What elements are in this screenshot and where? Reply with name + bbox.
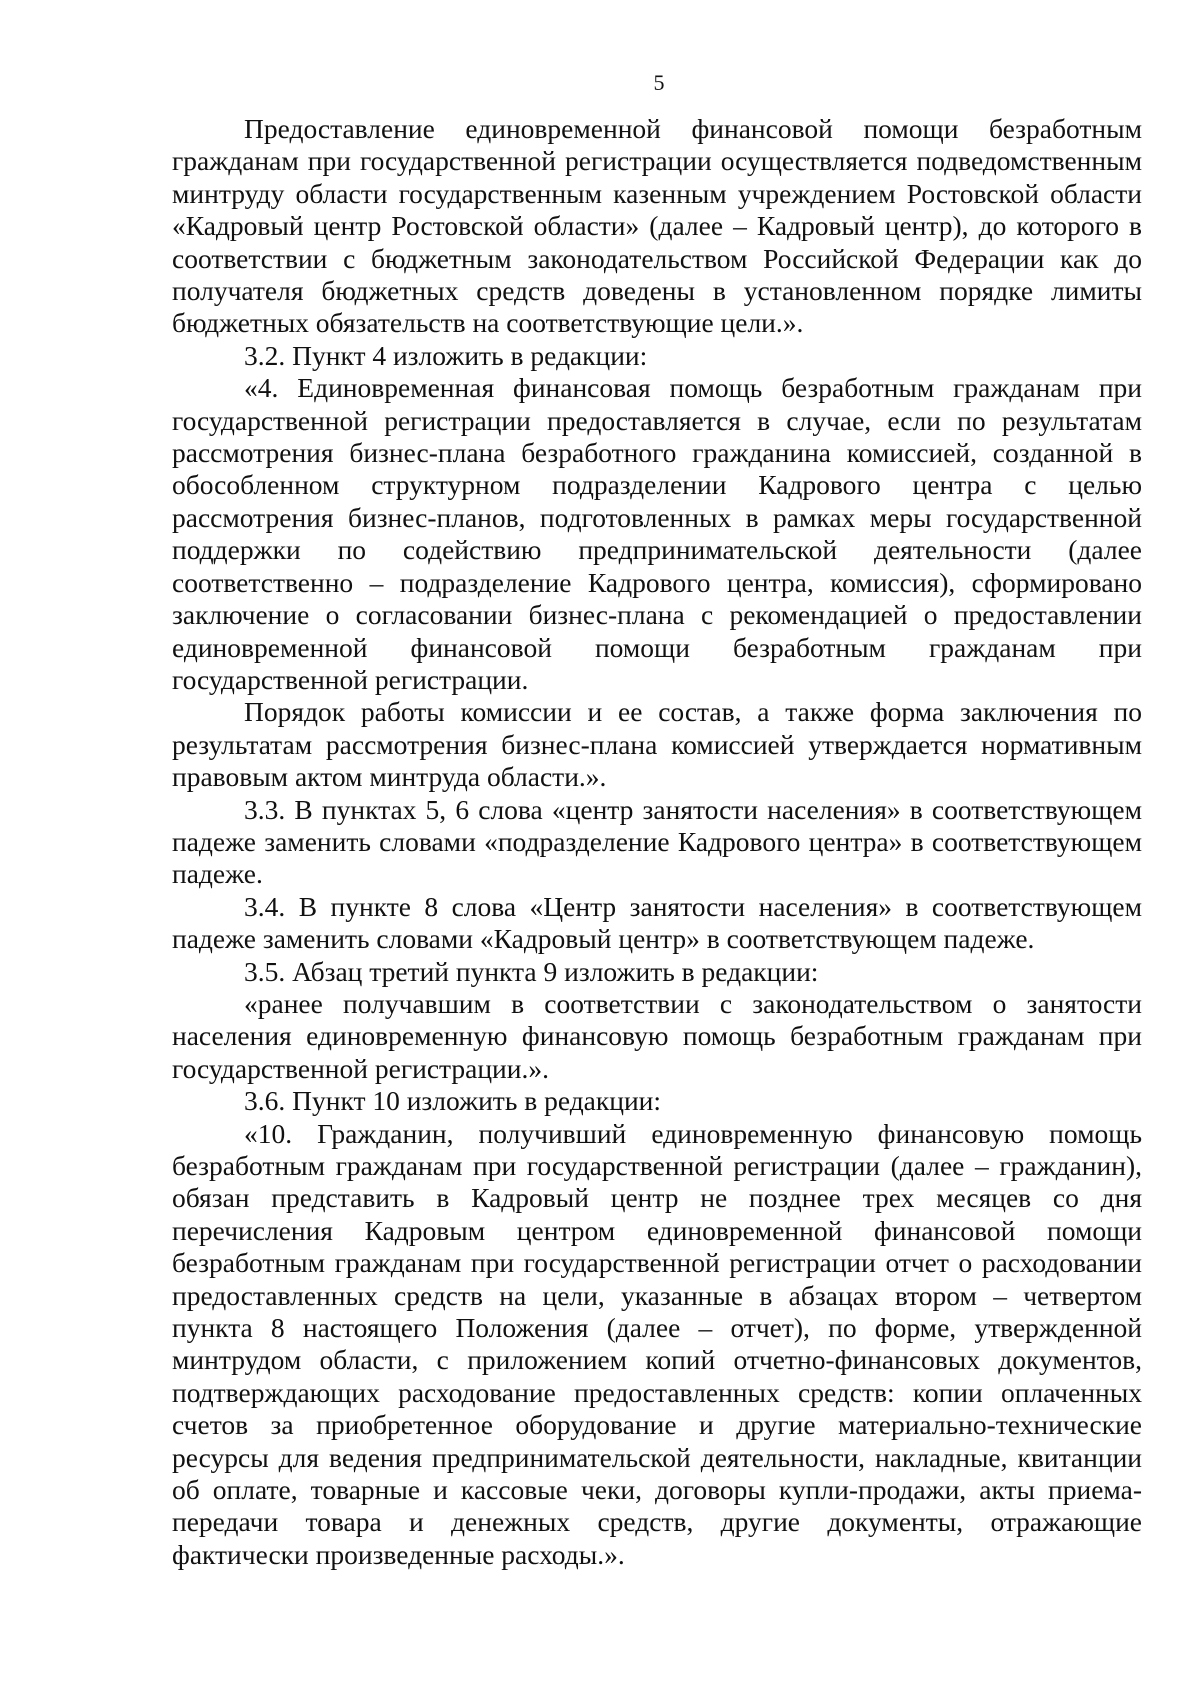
page-number: 5 — [653, 70, 665, 95]
paragraph: «4. Единовременная финансовая помощь безработным гражданам при государственной регистрации предоставляется в случае, если по результатам рассмотрения бизнес-плана безработного гражданина комиссией, созданной в обособленном структурном подразделении Кадрового центра с целью рассмотрения бизнес-планов, подготовленных в рамках меры государственной поддержки по содействию предпринимательской деятельности (далее соответственно – подразделение Кадрового центра, комиссия), сформировано заключение о согласовании бизнес-плана с рекомендацией о предоставлении единовременной финансовой помощи безработным гражданам при государственной регистрации. — [172, 372, 1142, 695]
paragraph: 3.5. Абзац третий пункта 9 изложить в редакции: — [244, 955, 819, 987]
paragraph: «ранее получавшим в соответствии с законодательством о занятости населения единовременную финансовую помощь безработным гражданам при государственной регистрации.». — [172, 987, 1142, 1084]
paragraph: 3.6. Пункт 10 изложить в редакции: — [244, 1085, 662, 1117]
paragraph: Предоставление единовременной финансовой помощи безработным гражданам при государственной регистрации осуществляется подведомственным минтруду области государственным казенным учреждением Ростовской области «Кадровый центр Ростовской области» (далее – Кадровый центр), до которого в соответствии с бюджетным законодательством Российской Федерации как до получателя бюджетных средств доведены в установленном порядке лимиты бюджетных обязательств на соответствующие цели.». — [172, 113, 1142, 339]
paragraph: 3.2. Пункт 4 изложить в редакции: — [244, 339, 648, 371]
document-body — [172, 113, 1142, 1571]
paragraph: Порядок работы комиссии и ее состав, а также форма заключения по результатам рассмотрения бизнес-плана комиссией утверждается нормативным правовым актом минтруда области.». — [172, 696, 1142, 793]
paragraph: «10. Гражданин, получивший единовременную финансовую помощь безработным гражданам при государственной регистрации (далее – гражданин), обязан представить в Кадровый центр не позднее трех месяцев со дня перечисления Кадровым центром единовременной финансовой помощи безработным гражданам при государственной регистрации отчет о расходовании предоставленных средств на цели, указанные в абзацах втором – четвертом пункта 8 настоящего Положения (далее – отчет), по форме, утвержденной минтрудом области, с приложением копий отчетно-финансовых документов, подтверждающих расходование предоставленных средств: копии оплаченных счетов за приобретенное оборудование и другие материально-технические ресурсы для ведения предпринимательской деятельности, накладные, квитанции об оплате, товарные и кассовые чеки, договоры купли-продажи, акты приема-передачи товара и денежных средств, другие документы, отражающие фактически произведенные расходы.». — [172, 1117, 1142, 1570]
paragraph: 3.3. В пунктах 5, 6 слова «центр занятости населения» в соответствующем падеже заменить словами «подразделение Кадрового центра» в соответствующем падеже. — [172, 793, 1142, 890]
paragraph: 3.4. В пункте 8 слова «Центр занятости населения» в соответствующем падеже заменить словами «Кадровый центр» в соответствующем падеже. — [172, 890, 1142, 955]
